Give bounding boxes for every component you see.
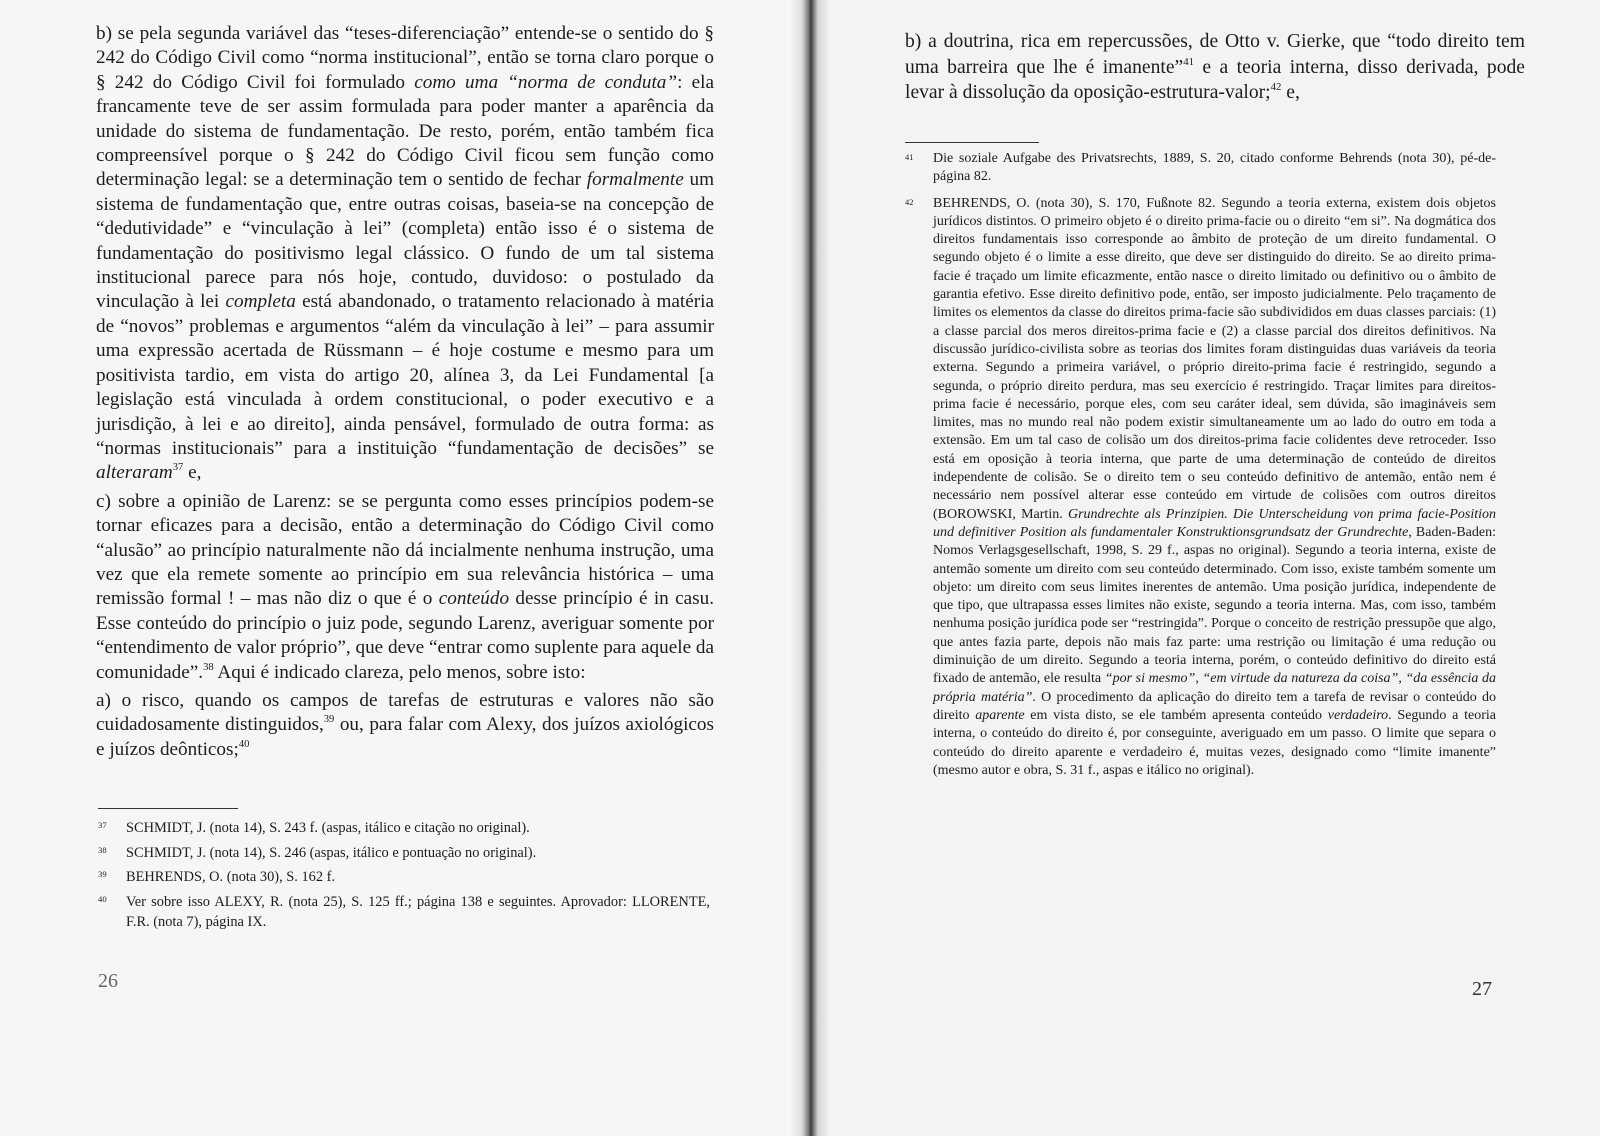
footnote-ref-39: 39 bbox=[323, 714, 335, 726]
footnote-ref-40: 40 bbox=[238, 738, 250, 750]
book-gutter-shadow bbox=[790, 0, 830, 1136]
footnote-ref-38: 38 bbox=[203, 661, 214, 673]
paragraph-c-left: c) sobre a opinião de Larenz: se se pergunta como esses princípios podem-se tornar eficazes para a decisão, então a determinação do Código Civil como “alusão” ao princípio naturalmente não dá incialmente nenhuma instrução, uma vez que ela remete somente ao princípio em sua relevância histórica – uma remissão formal ! – mas não diz o que é o conteúdo desse princípio é in casu. Esse conteúdo do princípio o juiz pode, segundo Larenz, averiguar somente por “entendimento de valor próprio”, que deve “entrar como suplente para aquele da comunidade”.$^{38}$ Aqui é indicado clareza, pelo menos, sobre isto: bbox=[96, 490, 715, 683]
footnote-ref-42: 42 bbox=[1270, 80, 1282, 93]
footnote-40: 40 Ver sobre isso ALEXY, R. (nota 25), S. 125 ff.; página 138 e seguintes. Aprovador: LLORENTE, F.R. (nota 7), página IX. bbox=[98, 893, 710, 930]
right-footnotes bbox=[905, 150, 1496, 788]
paragraph-b-right: b) a doutrina, rica em repercussões, de Otto v. Gierke, que “todo direito tem uma barreira que lhe é imanente”$^{41}$ e a teoria interna, disso derivada, pode levar à dissolução da oposição-estrutura-valor;$^{42}$ e, bbox=[905, 31, 1525, 103]
footnote-37: 37 SCHMIDT, J. (nota 14), S. 243 f. (aspas, itálico e citação no original). bbox=[98, 820, 530, 836]
footnote-ref-37: 37 bbox=[172, 462, 184, 474]
left-footnotes bbox=[98, 818, 710, 937]
paragraph-a-left: a) o risco, quando os campos de tarefas de estruturas e valores não são cuidadosamente distinguidos,$^{39}$ ou, para falar com Alexy, dos juízos axiológicos e juízos deônticos;$^{40}$ bbox=[96, 689, 714, 760]
left-body-text bbox=[96, 22, 714, 766]
footnote-41: 41 Die soziale Aufgabe des Privatsrechts, 1889, S. 20, citado conforme Behrends (nota 30), pé-de-página 82. bbox=[905, 151, 1496, 185]
footnote-39: 39 BEHRENDS, O. (nota 30), S. 162 f. bbox=[98, 869, 336, 885]
paragraph-b-left: b) se pela segunda variável das “teses-diferenciação” entende-se o sentido do § 242 do Código Civil como “norma institucional”, então se torna claro porque o § 242 do Código Civil foi formulado como uma “norma de conduta”: ela francamente teve de ser assim formulada para poder manter a aparência da unidade do sistema de fundamentação. De resto, porém, então também fica compreensível porque o § 242 do Código Civil ficou sem função como determinação legal: se a determinação tem o sentido de fechar formalmente um sistema de fundamentação que, entre outras coisas, baseia-se na concepção de “dedutividade” e “vinculação à lei” (completa) então isso é o sistema de fundamentação do positivismo legal clássico. O fundo de um tal sistema institucional parece para nós hoje, contudo, duvidoso: o postulado da vinculação à lei completa está abandonado, o tratamento relacionado à matéria de “novos” problemas e argumentos “além da vinculação à lei” – para assumir uma expressão acertada de Rüssmann – é hoje costume e mesmo para um positivista tardio, em vista do artigo 20, alínea 3, da Lei Fundamental [a legislação está vinculada à ordem constitucional, o poder executivo e a jurisdição, à lei e ao direito], ainda pensável, formulado de outra forma: as “normas institucionais” para a instituição “fundamentação de decisões” se alteraram$^{37}$ e, bbox=[96, 23, 714, 484]
footnote-38: 38 SCHMIDT, J. (nota 14), S. 246 (aspas, itálico e pontuação no original). bbox=[98, 844, 537, 861]
footnote-42: 42 BEHRENDS, O. (nota 30), S. 170, Fußnote 82. Segundo a teoria externa, existem dois objetos jurídicos distintos. O primeiro objeto é o direito prima-facie ou o direito “em si”. Na dogmática dos direitos fundamentais isso corresponde ao âmbito de proteção de um direito fundamental. O segundo objeto é o limite a esse direito, que deve ser distinguido do direito. Se ao direito prima-facie é traçado um limite eficazmente, então nasce o direito limitado ou definitivo ou o âmbito de garantia efetivo. Esse direito definitivo pode, então, ser imposto judicialmente. Pelo traçamento de limites os elementos da classe do direitos prima-facie são subdivididos em duas classes parciais: (1) a classe parcial dos meros direitos-prima facie e (2) a classe parcial dos direitos definitivos. Na discussão jurídico-civilista sobre as teorias dos limites foram distinguidas duas variáveis da teoria externa. Segundo a primeira variável, o próprio direito-prima facie é restringido, segundo a segunda, o próprio direito perdura, mas seu exercício é restringido. Traçar limites para direitos-prima facie é necessário, porque eles, com seu caráter ideal, sem dúvida, são imagináveis sem limites, mas no mundo real não podem existir simultaneamente um ao lado do outro em toda a extensão. Em um tal caso de colisão um dos direitos-prima facie colidentes deve retroceder. Isso está em oposição à teoria interna, que parte de uma determinação de conteúdo de direitos independente de colisão. Se o direito tem o seu conteúdo definitivo de antemão, então nem é necessário nem possível alterar esse conteúdo em virtude de colisões com outros direitos (BOROWSKI, Martin. Grundrechte als Prinzipien. Die Unterscheidung von prima facie-Position und definitiver Position als fundamentaler Konstruktionsgrundsatz der Grundrechte, Baden-Baden: Nomos Verlagsgesellschaft, 1998, S. 29 f., aspas no original). Segundo a teoria interna, existe de antemão somente um direito com seu conteúdo determinado. Com isso, existe também somente um objeto: um direito com seus limites inerentes de antemão. Uma posição jurídica, independente de que tipo, que ultrapassa esses limites não existe, segundo a teoria interna. Mas, com isso, também nenhuma posição jurídica pode ser “restringida”. Porque o conceito de restrição pressupõe que algo, que antes fazia parte, depois não mais faz parte: uma restrição ou limitação é uma redução ou diminuição de um direito. Segundo a teoria interna, porém, o conteúdo definitivo do direito está fixado de antemão, ele resulta “por si mesmo”, “em virtude da natureza da coisa”, “da essência da própria matéria”. O procedimento da aplicação do direito tem a tarefa de revisar o conteúdo do direito aparente em vista disto, se ele também apresenta conteúdo verdadeiro. Segundo a teoria interna, o conteúdo do direito é, por conseguinte, averiguado em um passo. O limite que separa o conteúdo do direito aparente e verdadeiro é, muitas vezes, designado como “limite imanente” (mesmo autor e obra, S. 31 f., aspas e itálico no original). bbox=[905, 195, 1497, 778]
footnote-divider bbox=[98, 808, 238, 809]
page-number-left: 26 bbox=[98, 970, 118, 992]
page-number-right: 27 bbox=[1472, 978, 1492, 1000]
footnote-ref-41: 41 bbox=[1183, 55, 1194, 68]
right-body-text bbox=[905, 29, 1525, 106]
footnote-divider bbox=[905, 142, 1039, 143]
